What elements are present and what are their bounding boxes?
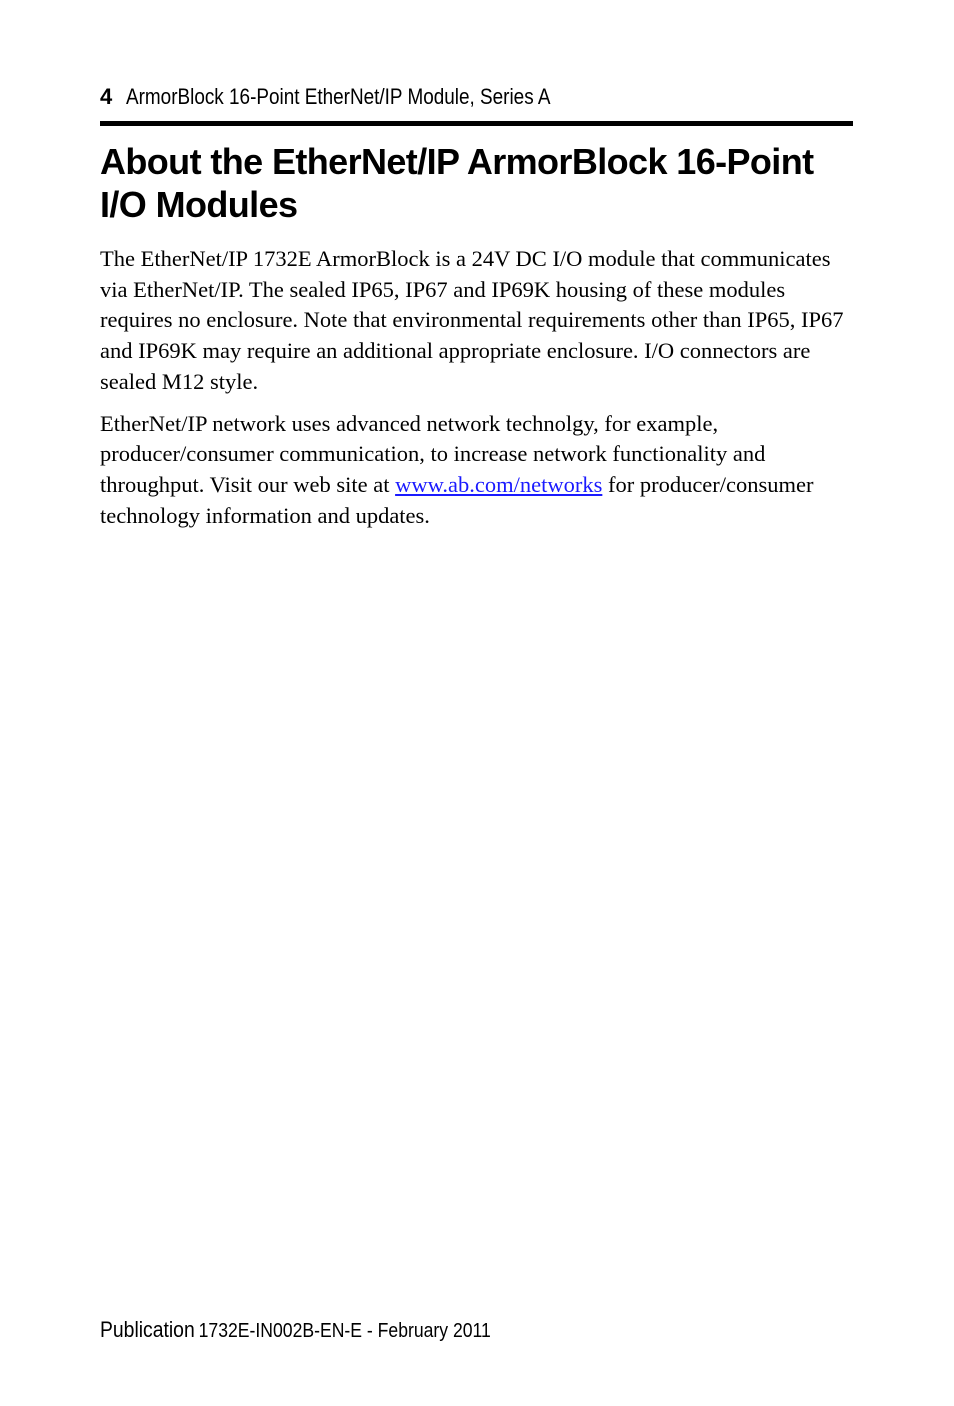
publication-number: 1732E-IN002B-EN-E - February 2011 [198,1320,491,1342]
paragraph-network-text: EtherNet/IP network uses advanced network technolgy, for example, producer/consumer communication, to increase network functionality and throughput. Visit our web site at [100,410,766,497]
publication-footer [100,1317,491,1343]
running-header [100,80,853,114]
running-header-title: ArmorBlock 16-Point EtherNet/IP Module, Series A [126,84,551,109]
paragraph-network [100,409,855,532]
publication-label: Publication [100,1317,195,1342]
header-divider [100,121,853,126]
section-body [100,244,855,542]
page-number: 4 [100,84,113,109]
section-heading: About the EtherNet/IP ArmorBlock 16-Point I/O Modules [100,141,814,225]
paragraph-network-text-end: for producer/consumer technology information and updates. [100,471,814,528]
networks-link[interactable]: www.ab.com/networks [395,471,603,497]
paragraph-intro: The EtherNet/IP 1732E ArmorBlock is a 24V DC I/O module that communicates via EtherNet/IP. The sealed IP65, IP67 and IP69K housing of these modules requires no enclosure. Note that environmental requirements other than IP65, IP67 and IP69K may require an additional appropriate enclosure. I/O connectors are sealed M12 style. [100,246,844,394]
